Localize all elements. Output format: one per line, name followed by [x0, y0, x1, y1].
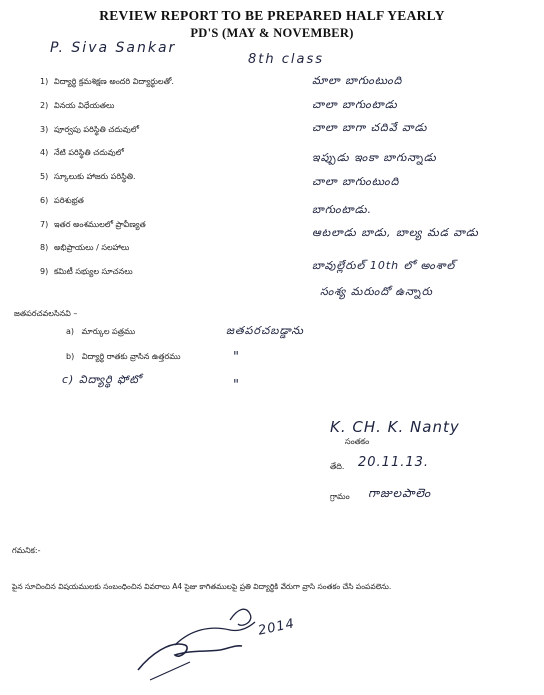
bottom-signature-year: 2014: [256, 616, 297, 639]
item-row: 3) పూర్వపు పరిస్థితి చదువులో: [40, 125, 139, 134]
enclosure-c-value: ": [233, 378, 239, 393]
signature-caption: సంతకం: [345, 437, 370, 446]
item-label: విద్యార్థి క్రమశిక్షణ అందరి విద్యార్థులతో.: [54, 77, 174, 86]
answer-text: బాగుంటాడు.: [312, 203, 373, 216]
item-row: 2) వినయ విధేయతలు: [40, 101, 115, 110]
answer-text: మాలా బాగుంటుంది: [312, 74, 403, 87]
answer-text: చాలా బాగుంటాడు: [312, 98, 398, 111]
item-row: 4) నేటి పరిస్థితి చదువులో: [40, 148, 124, 157]
answer-text: బావుల్లేరుల్ 10th లో అంశాల్: [312, 259, 456, 272]
enclosures-heading: జతపరచవలసినవి –: [14, 309, 78, 318]
item-label: కమిటీ సభ్యుల సూచనలు: [54, 267, 133, 276]
item-row: 7) ఇతర అంశములలో ప్రావీణ్యత: [40, 220, 146, 229]
item-label: నేటి పరిస్థితి చదువులో: [54, 148, 124, 157]
answer-text: చాలా బాగా చదివే వాడు: [312, 121, 428, 134]
item-label: పరిశుభ్రత: [54, 196, 84, 205]
enclosure-a-label: మార్కుల పత్రము: [81, 327, 136, 336]
item-label: ఇతర అంశములలో ప్రావీణ్యత: [54, 220, 146, 229]
item-row: 8) అభిప్రాయలు / సలహాలు: [40, 243, 130, 252]
note-heading: గమనిక:-: [12, 546, 41, 555]
enclosure-a-value: జతపరచబడ్డాను: [226, 324, 304, 337]
date-value: 20.11.13.: [358, 455, 430, 470]
enclosure-a: a) మార్కుల పత్రము: [66, 327, 136, 336]
date-label: తేది.: [330, 462, 345, 471]
enclosure-b-value: ": [233, 350, 239, 365]
item-label: పూర్వపు పరిస్థితి చదువులో: [54, 125, 139, 134]
village-label: గ్రామం: [330, 492, 350, 501]
enclosure-b-label: విద్యార్థి రాతకు వ్రాసిన ఉత్తరము: [81, 352, 181, 361]
answer-text: ఆటలాడు బాడు, బాల్య మడ వాడు: [312, 226, 479, 239]
item-label: వినయ విధేయతలు: [54, 101, 115, 110]
item-row: 6) పరిశుభ్రత: [40, 196, 84, 205]
student-class: 8th class: [248, 52, 325, 67]
item-label: అభిప్రాయలు / సలహాలు: [54, 243, 130, 252]
bottom-signature: [130, 600, 310, 685]
answer-text: చాలా బాగుంటుంది: [312, 175, 400, 188]
student-name: P. Siva Sankar: [50, 40, 177, 56]
item-row: 5) స్కూలుకు హాజరు పరిస్థితి.: [40, 172, 136, 181]
item-row: 1) విద్యార్థి క్రమశిక్షణ అందరి విద్యార్థులతో.: [40, 77, 174, 86]
answer-text: సంశ్య మరుందో ఉన్నారు: [320, 285, 433, 298]
report-title: REVIEW REPORT TO BE PREPARED HALF YEARLY: [99, 8, 445, 23]
item-label: స్కూలుకు హాజరు పరిస్థితి.: [54, 172, 136, 181]
item-row: 9) కమిటీ సభ్యుల సూచనలు: [40, 267, 133, 276]
village-value: గాజులపాలెం: [368, 486, 432, 500]
answer-text: ఇప్పుడు ఇంకా బాగున్నాడు: [312, 151, 437, 164]
head-signature: K. CH. K. Nanty: [330, 418, 460, 436]
note-body: పైన సూచించిన విషయములకు సంబంధించిన వివరాలు A4 సైజు కాగితములపై ప్రతి విద్యార్థికి వేరుగా వ్రాసి సంతకం చేసి పంపవలెను.: [12, 582, 392, 591]
enclosure-c: c) విద్యార్థి ఫోటో: [62, 373, 142, 386]
report-subtitle: PD'S (MAY & NOVEMBER): [190, 26, 354, 40]
enclosure-b: b) విద్యార్థి రాతకు వ్రాసిన ఉత్తరము: [66, 352, 181, 361]
